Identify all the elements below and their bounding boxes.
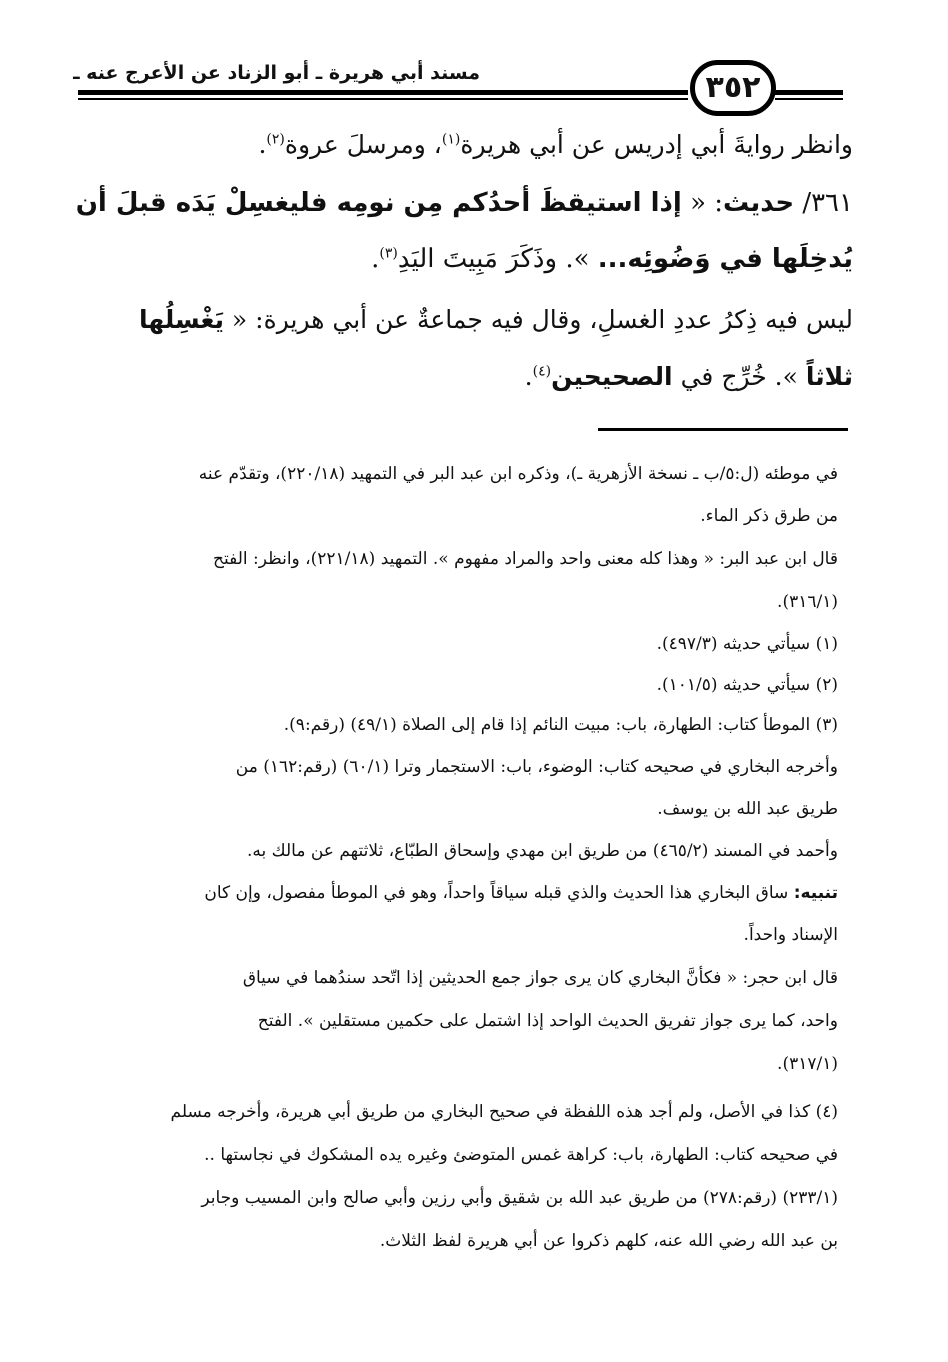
footnote-line: (٢٣٣/١) (رقم:٢٧٨) من طريق عبد الله بن شقيق وأبي رزين وأبي صالح وابن المسيب وجابر xyxy=(201,1188,838,1208)
header-rule-right-thin xyxy=(775,98,843,100)
header-rule-left-thin xyxy=(78,98,688,100)
main-text: . xyxy=(371,244,380,274)
page-number: ٣٥٢ xyxy=(690,60,776,116)
para2-line-1 xyxy=(139,305,853,334)
footnote-line: قال ابن عبد البر: « وهذا كله معنى واحد والمراد مفهوم ». التمهيد (٢٢١/١٨)، وانظر: الفتح xyxy=(213,549,838,569)
footnote-separator xyxy=(598,428,848,431)
hadith-line-2 xyxy=(371,244,853,274)
footnote-text: ساق البخاري هذا الحديث والذي قبله سياقاً واحداً، وهو في الموطأ مفصول، وإن كان xyxy=(204,883,794,903)
header-rule-right-thick xyxy=(775,90,843,95)
footnote-line: واحد، كما يرى جواز تفريق الحديث الواحد إذا اشتمل على حكمين مستقلين ». الفتح xyxy=(257,1011,838,1031)
hadith-line-1 xyxy=(76,188,853,218)
hadith-number: ٣٦١/ xyxy=(794,188,853,218)
footnote-ref: (٤) xyxy=(532,363,552,380)
footnote-2: (٢) سيأتي حديثه (١٠١/٥). xyxy=(656,675,838,695)
hadith-text: يَغْسِلُها xyxy=(138,305,224,334)
note-label: تنبيه: xyxy=(793,883,838,903)
hadith-text: ثلاثاً xyxy=(805,362,853,391)
footnote-line: الإسناد واحداً. xyxy=(743,925,838,945)
footnote-line: وأحمد في المسند (٤٦٥/٢) من طريق ابن مهدي وإسحاق الطبّاع، ثلاثتهم عن مالك به. xyxy=(247,841,838,861)
header-rule-left-thick xyxy=(78,90,688,95)
hadith-text: يُدخِلَها في وَضُوئِه... xyxy=(597,244,853,274)
footnote-line: طريق عبد الله بن يوسف. xyxy=(657,799,838,819)
footnote-ref: (١) xyxy=(441,131,461,148)
footnote-ref: (٢) xyxy=(266,131,285,148)
main-text: . xyxy=(524,362,533,391)
footnote-1: (١) سيأتي حديثه (٤٩٧/٣). xyxy=(656,634,838,654)
footnote-line: من طرق ذكر الماء. xyxy=(700,506,838,526)
footnote-line xyxy=(204,881,838,905)
para2-line-2 xyxy=(525,362,853,391)
main-text: ليس فيه ذِكرُ عددِ الغسلِ، وقال فيه جماعةٌ عن أبي هريرة: « xyxy=(223,305,853,334)
hadith-label: حديث xyxy=(723,188,795,218)
footnote-line: (٣١٧/١). xyxy=(777,1054,838,1074)
hadith-text: إذا استيقظَ أحدُكم مِن نومِه فليغسِلْ يَدَه قبلَ أن xyxy=(75,188,682,218)
main-text: ». خُرِّج في xyxy=(672,362,806,391)
footnote-4: (٤) كذا في الأصل، ولم أجد هذه اللفظة في صحيح البخاري من طريق أبي هريرة، وأخرجه مسلم xyxy=(170,1102,838,1122)
main-text: ». وذَكَرَ مَبِيتَ اليَدِ xyxy=(397,244,598,274)
main-text: . xyxy=(258,130,267,159)
footnote-line: بن عبد الله رضي الله عنه، كلهم ذكروا عن أبي هريرة لفظ الثلاث. xyxy=(379,1231,838,1251)
footnote-line: في موطئه (ل:٥/ب ـ نسخة الأزهرية ـ)، وذكره ابن عبد البر في التمهيد (٢٢٠/١٨)، وتقدّم عنه xyxy=(198,464,838,484)
main-text: ، ومرسلَ عروة xyxy=(284,130,442,159)
footnote-line: وأخرجه البخاري في صحيحه كتاب: الوضوء، باب: الاستجمار وترا (٦٠/١) (رقم:١٦٢) من xyxy=(235,757,838,777)
footnote-ref: (٣) xyxy=(379,245,398,262)
footnote-3: (٣) الموطأ كتاب: الطهارة، باب: مبيت النائم إذا قام إلى الصلاة (٤٩/١) (رقم:٩). xyxy=(283,715,838,735)
footnote-line: قال ابن حجر: « فكأنَّ البخاري كان يرى جواز جمع الحديثين إذا اتّحد سندُهما في سياق xyxy=(242,968,838,988)
main-line-1 xyxy=(258,130,853,159)
main-text: وانظر روايةَ أبي إدريس عن أبي هريرة xyxy=(460,130,853,159)
main-text: : « xyxy=(681,188,724,218)
footnote-line: (٣١٦/١). xyxy=(777,592,838,612)
book-title: الصحيحين xyxy=(551,362,673,391)
footnote-line: في صحيحه كتاب: الطهارة، باب: كراهة غمس المتوضئ وغيره يده المشكوك في نجاستها .. xyxy=(204,1145,838,1165)
running-header-title: مسند أبي هريرة ـ أبو الزناد عن الأعرج عنه ـ xyxy=(73,62,480,84)
